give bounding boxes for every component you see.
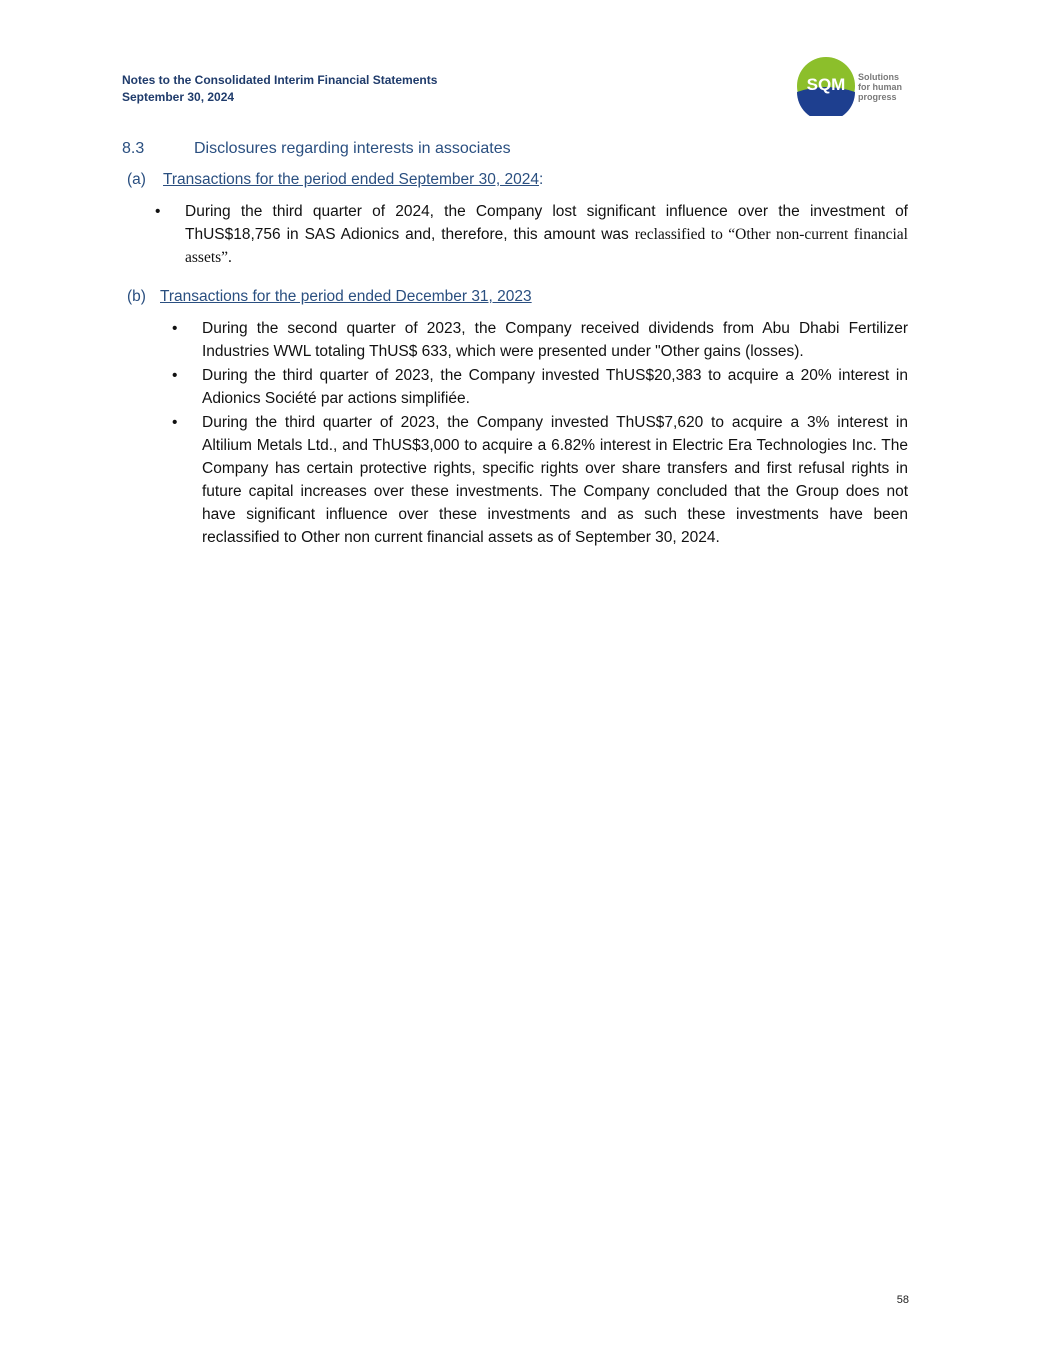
logo-mark: SQM <box>806 75 846 94</box>
subsection-a-title: Transactions for the period ended September 30, 2024 <box>163 171 539 188</box>
bullet-b1 <box>172 317 908 363</box>
section-title: Disclosures regarding interests in associates <box>194 140 511 157</box>
section-number: 8.3 <box>122 140 145 157</box>
bullet-a1 <box>155 200 908 269</box>
bullet-b1-text: During the second quarter of 2023, the Company received dividends from Abu Dhabi Fertilizer Industries WWL totaling ThUS$ 633, which were presented under "Other gains (losses). <box>202 320 908 360</box>
subsection-b-heading <box>127 288 532 306</box>
subsection-b-title: Transactions for the period ended December 31, 2023 <box>160 288 532 305</box>
bullet-b2-text: During the third quarter of 2023, the Company invested ThUS$20,383 to acquire a 20% interest in Adionics Société par actions simplifiée. <box>202 367 908 407</box>
subsection-a-heading <box>127 171 543 189</box>
logo-tagline-2: for human <box>858 82 902 92</box>
subsection-a-colon: : <box>538 171 544 188</box>
subsection-a-label: (a) <box>127 171 146 188</box>
bullet-dot: • <box>172 367 178 384</box>
sqm-logo-icon <box>796 56 856 116</box>
sqm-logo <box>796 56 916 116</box>
logo-tagline <box>858 72 902 102</box>
logo-tagline-1: Solutions <box>858 72 899 82</box>
bullet-b3 <box>172 411 908 549</box>
bullet-b2 <box>172 364 908 410</box>
bullet-b3-text: During the third quarter of 2023, the Company invested ThUS$7,620 to acquire a 3% interest in Altilium Metals Ltd., and ThUS$3,000 to acquire a 6.82% interest in Electric Era Technologies Inc. The Company has certain protective rights, specific rights over share transfers and first refusal rights in future capital increases over these investments. The Company concluded that the Group does not have significant influence over these investments and as such these investments have been reclassified to Other non current financial assets as of September 30, 2024. <box>202 414 908 546</box>
header-title: Notes to the Consolidated Interim Financial Statements <box>122 73 438 87</box>
header-date: September 30, 2024 <box>122 90 235 104</box>
bullet-a1-text: During the third quarter of 2024, the Company lost significant influence over the investment of ThUS$18,756 in SAS Adionics and, therefore, this amount was <box>185 203 908 243</box>
document-header <box>122 72 437 106</box>
bullet-dot: • <box>172 414 178 431</box>
logo-tagline-3: progress <box>858 92 897 102</box>
subsection-b-label: (b) <box>127 288 146 305</box>
bullet-dot: • <box>155 203 161 220</box>
section-heading <box>122 140 511 158</box>
bullet-a1-text-serif: reclassified to “Other non-current financial assets”. <box>185 226 908 266</box>
page-number: 58 <box>896 1294 909 1306</box>
bullet-dot: • <box>172 320 178 337</box>
